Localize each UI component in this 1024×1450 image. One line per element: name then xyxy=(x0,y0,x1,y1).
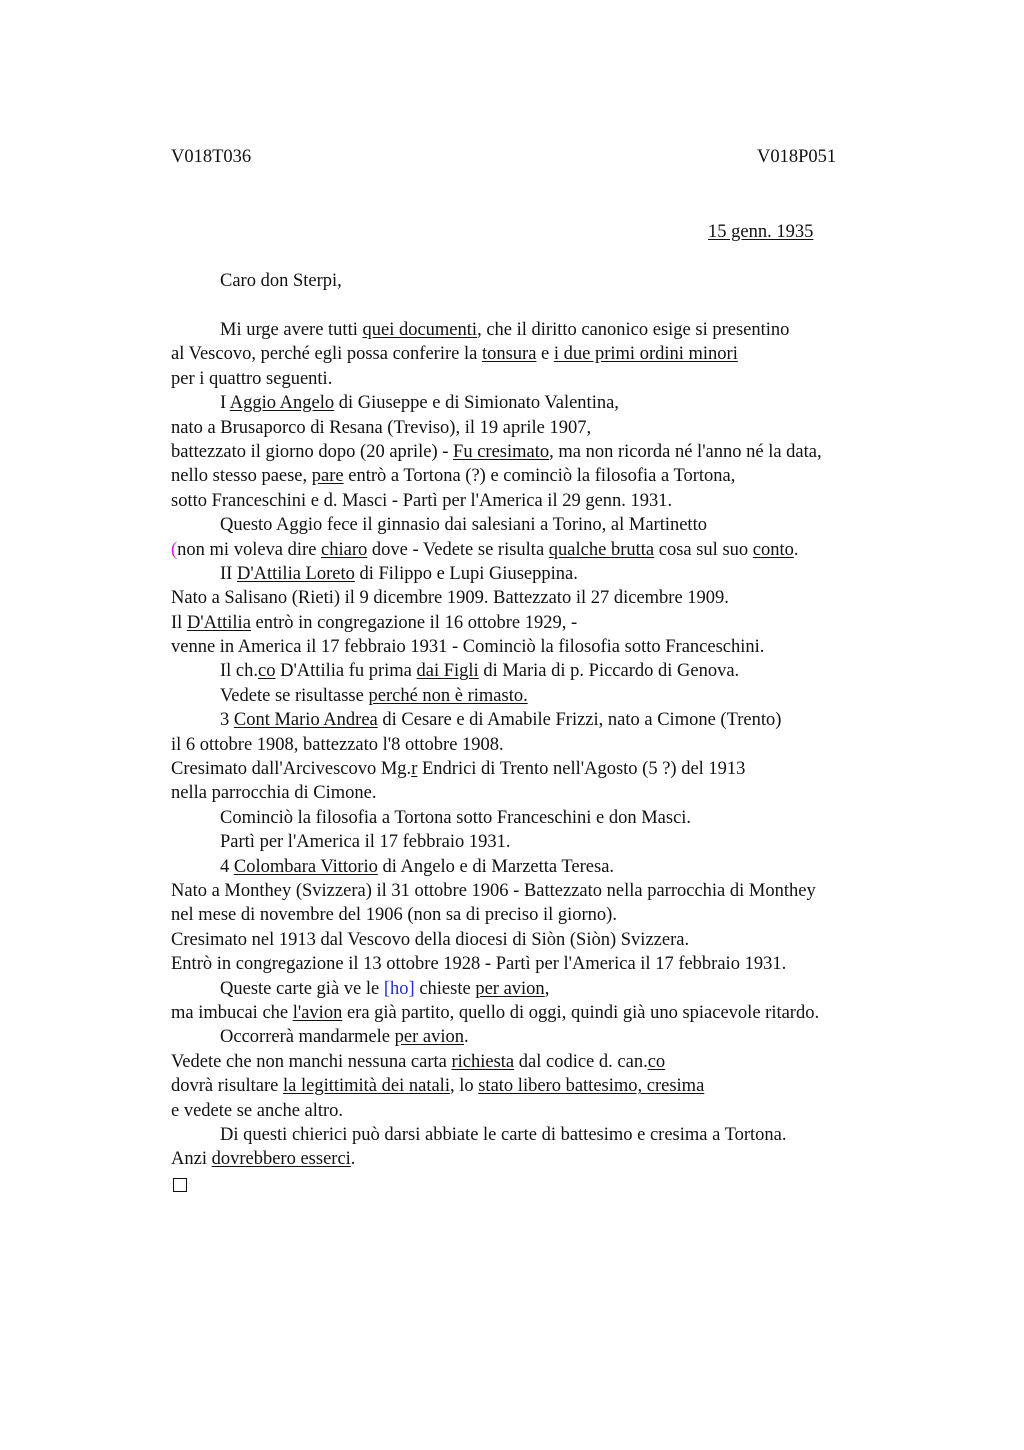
body-line xyxy=(171,659,931,683)
body-line xyxy=(171,342,931,366)
underlined-text: perché non è rimasto. xyxy=(368,685,528,706)
underlined-text: co xyxy=(647,1051,666,1072)
body-line xyxy=(171,1099,931,1123)
text-segment: Partì per l'America il 17 febbraio 1931. xyxy=(220,832,511,853)
text-segment: , che il diritto canonico esige si presentino xyxy=(477,320,790,340)
text-segment: ( xyxy=(171,539,178,560)
text-segment: I xyxy=(220,393,230,414)
underlined-text: la legittimità dei natali xyxy=(283,1076,450,1097)
body-line xyxy=(171,318,931,342)
underlined-text: Cont Mario Andrea xyxy=(233,710,378,731)
text-segment: 4 xyxy=(220,856,234,877)
text-segment: Queste carte già ve le xyxy=(220,978,384,999)
body-line xyxy=(171,879,931,903)
underlined-text: quei documenti xyxy=(362,320,478,340)
underlined-text: pare xyxy=(311,466,344,487)
letter-body xyxy=(171,318,931,1192)
body-line xyxy=(171,513,931,537)
body-line xyxy=(171,928,931,952)
header-left-code: V018T036 xyxy=(171,147,252,167)
text-segment: dovrà risultare xyxy=(171,1076,283,1097)
text-segment: sotto Franceschini e d. Masci - Partì per l'America il 29 genn. 1931. xyxy=(171,490,673,511)
text-segment: . xyxy=(793,539,799,560)
text-segment: chieste xyxy=(414,978,476,999)
text-segment: entrò a Tortona (?) e cominciò la filosofia a Tortona, xyxy=(343,466,736,487)
underlined-text: dovrebbero esserci xyxy=(211,1149,351,1170)
text-segment: Nato a Salisano (Rieti) il 9 dicembre 1909. Battezzato il 27 dicembre 1909. xyxy=(171,588,729,609)
body-line xyxy=(171,1147,931,1171)
text-segment: II xyxy=(220,563,237,584)
text-segment: Vedete che non manchi nessuna carta xyxy=(171,1051,452,1072)
underlined-text: i due primi ordini minori xyxy=(553,344,738,365)
text-segment: Endrici di Trento nell'Agosto (5 ?) del 1913 xyxy=(417,759,746,780)
square-outline-icon xyxy=(173,1178,187,1192)
body-line xyxy=(171,538,931,562)
underlined-text: l'avion xyxy=(292,1002,343,1023)
text-segment: di Cesare e di Amabile Frizzi, nato a Cimone (Trento) xyxy=(377,710,782,731)
text-segment: entrò in congregazione il 16 ottobre 1929, - xyxy=(250,612,578,633)
body-line xyxy=(171,977,931,1001)
body-line xyxy=(171,952,931,976)
underlined-text: D'Attilia xyxy=(186,612,251,633)
underlined-text: conto xyxy=(752,539,794,560)
body-line xyxy=(171,903,931,927)
text-segment: , xyxy=(544,978,550,999)
underlined-text: tonsura xyxy=(481,344,537,365)
body-line xyxy=(171,733,931,757)
text-segment: e vedete se anche altro. xyxy=(171,1100,344,1121)
text-segment: di Filippo e Lupi Giuseppina. xyxy=(354,563,578,584)
text-segment: venne in America il 17 febbraio 1931 - Cominciò la filosofia sotto Franceschini. xyxy=(171,637,765,658)
body-line xyxy=(171,562,931,586)
text-segment: nella parrocchia di Cimone. xyxy=(171,783,377,804)
text-segment: di Maria di p. Piccardo di Genova. xyxy=(478,661,740,682)
text-segment: 3 xyxy=(220,710,234,731)
body-lines xyxy=(171,318,931,1172)
body-line xyxy=(171,489,931,513)
text-segment: nello stesso paese, xyxy=(171,466,312,487)
body-line xyxy=(171,391,931,415)
body-line xyxy=(171,684,931,708)
underlined-text: per avion xyxy=(394,1027,464,1048)
text-segment: di Angelo e di Marzetta Teresa. xyxy=(377,856,615,877)
underlined-text: Colombara Vittorio xyxy=(233,856,378,877)
text-segment: ma imbucai che xyxy=(171,1002,293,1023)
body-line xyxy=(171,855,931,879)
text-segment: Questo Aggio fece il ginnasio dai salesiani a Torino, al Martinetto xyxy=(220,515,707,536)
text-segment: Cominciò la filosofia a Tortona sotto Franceschini e don Masci. xyxy=(220,807,692,828)
text-segment: ho xyxy=(390,978,409,999)
underlined-text: qualche brutta xyxy=(548,539,655,560)
underlined-text: chiaro xyxy=(321,539,368,560)
text-segment: il 6 ottobre 1908, battezzato l'8 ottobre 1908. xyxy=(171,734,504,755)
body-line xyxy=(171,1050,931,1074)
salutation: Caro don Sterpi, xyxy=(220,271,342,291)
text-segment: ] xyxy=(408,978,415,999)
text-segment: nel mese di novembre del 1906 (non sa di preciso il giorno). xyxy=(171,905,617,926)
text-segment: Nato a Monthey (Svizzera) il 31 ottobre 1906 - Battezzato nella parrocchia di Monthey xyxy=(171,880,816,901)
text-segment: Mi urge avere tutti xyxy=(220,320,363,340)
underlined-text: r xyxy=(411,759,418,780)
text-segment: al Vescovo, perché egli possa conferire la xyxy=(171,344,482,365)
underlined-text: richiesta xyxy=(451,1051,515,1072)
body-line xyxy=(171,830,931,854)
text-segment: Entrò in congregazione il 13 ottobre 1928 - Partì per l'America il 17 febbraio 1931. xyxy=(171,954,787,975)
underlined-text: per avion xyxy=(475,978,545,999)
body-line xyxy=(171,757,931,781)
text-segment: Di questi chierici può darsi abbiate le carte di battesimo e cresima a Tortona. xyxy=(220,1124,787,1145)
text-segment: cosa sul suo xyxy=(654,539,753,560)
letter-date: 15 genn. 1935 xyxy=(708,222,814,242)
body-line xyxy=(171,708,931,732)
underlined-text: dai Figli xyxy=(416,661,479,682)
body-line xyxy=(171,1074,931,1098)
text-segment: Occorrerà mandarmele xyxy=(220,1027,395,1048)
text-segment: . xyxy=(350,1149,356,1170)
text-segment: Anzi xyxy=(171,1149,212,1170)
body-line xyxy=(171,1025,931,1049)
body-line xyxy=(171,1123,931,1147)
text-segment: dove - Vedete se risulta xyxy=(367,539,549,560)
text-segment: Cresimato nel 1913 dal Vescovo della diocesi di Siòn (Siòn) Svizzera. xyxy=(171,929,690,950)
body-line xyxy=(171,806,931,830)
text-segment: battezzato il giorno dopo (20 aprile) - xyxy=(171,441,454,462)
text-segment: Il ch. xyxy=(220,661,259,682)
body-line xyxy=(171,586,931,610)
text-segment: Cresimato dall'Arcivescovo Mg. xyxy=(171,759,412,780)
text-segment: . xyxy=(463,1027,469,1048)
text-segment: nato a Brusaporco di Resana (Treviso), il 19 aprile 1907, xyxy=(171,417,592,438)
text-segment: Vedete se risultasse xyxy=(220,685,369,706)
underlined-text: Fu cresimato xyxy=(453,441,550,462)
body-line xyxy=(171,1001,931,1025)
text-segment: era già partito, quello di oggi, quindi già uno spiacevole ritardo. xyxy=(342,1002,820,1023)
underlined-text: D'Attilia Loreto xyxy=(236,563,355,584)
body-line xyxy=(171,416,931,440)
text-segment: dal codice d. can. xyxy=(514,1051,648,1072)
text-segment: di Giuseppe e di Simionato Valentina, xyxy=(334,393,619,414)
body-line xyxy=(171,440,931,464)
text-segment: , ma non ricorda né l'anno né la data, xyxy=(549,441,822,462)
body-line xyxy=(171,781,931,805)
text-segment: per i quattro seguenti. xyxy=(171,368,333,389)
text-segment: e xyxy=(536,344,554,365)
underlined-text: co xyxy=(258,661,276,682)
text-segment: Il xyxy=(171,612,187,633)
body-line xyxy=(171,464,931,488)
body-line xyxy=(171,635,931,659)
underlined-text: stato libero battesimo, cresima xyxy=(478,1076,705,1097)
text-segment: [ xyxy=(383,978,391,999)
text-segment: D'Attilia fu prima xyxy=(275,661,417,682)
body-line xyxy=(171,611,931,635)
underlined-text: Aggio Angelo xyxy=(229,393,335,414)
header-right-code: V018P051 xyxy=(757,147,837,167)
body-line xyxy=(171,367,931,391)
text-segment: , lo xyxy=(449,1076,479,1097)
text-segment: non mi voleva dire xyxy=(177,539,322,560)
